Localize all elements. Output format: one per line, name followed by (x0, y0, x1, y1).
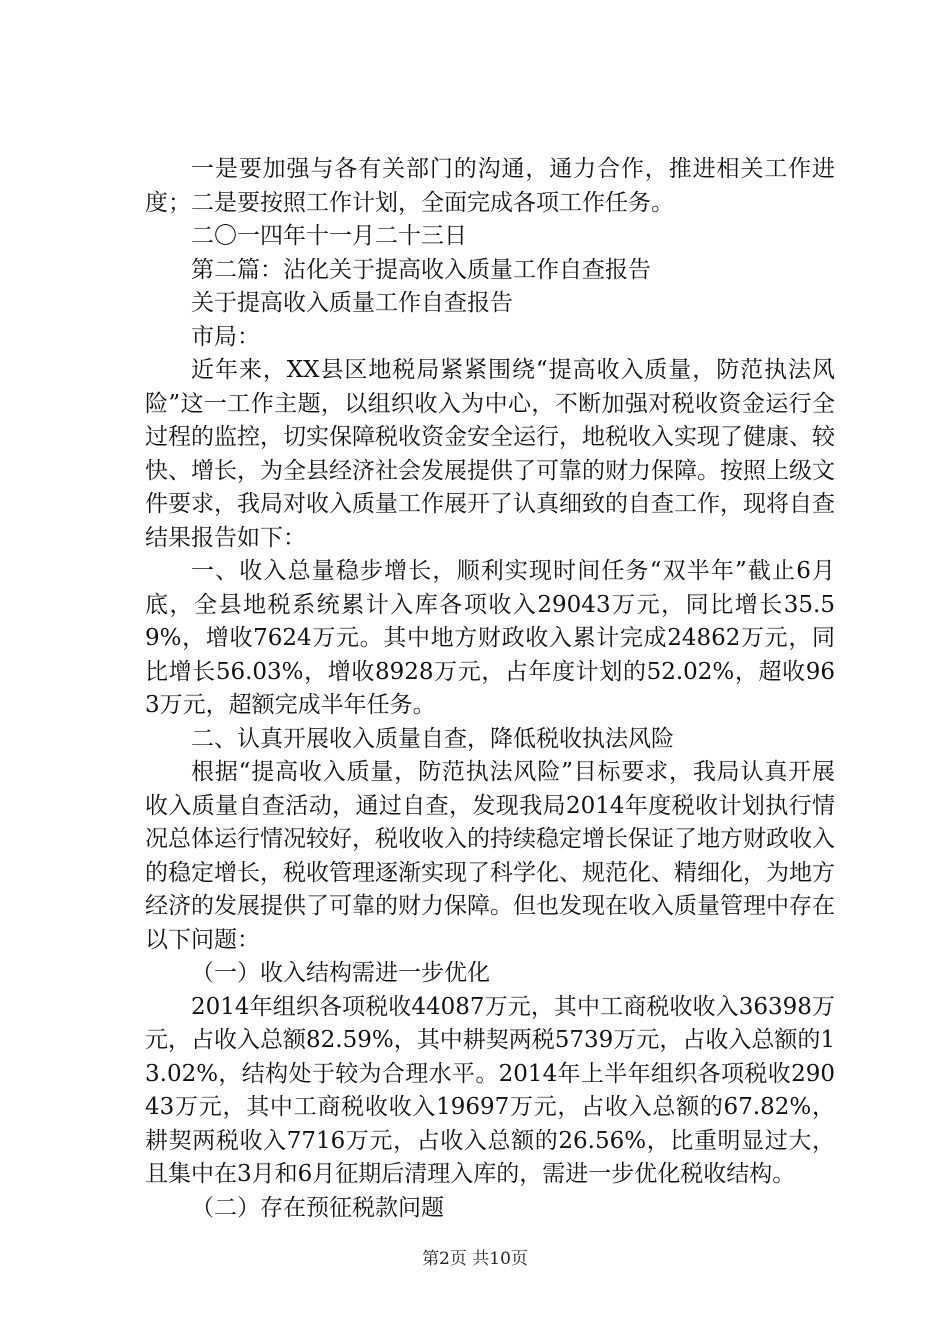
subheading-revenue-structure: （一）收入结构需进一步优化 (191, 960, 490, 986)
page-footer (0, 1244, 950, 1269)
paragraph-revenue-structure: 2014年组织各项税收44087万元，其中工商税收收入36398万元，占收入总额82.59%，其中耕契两税5739万元，占收入总额的13.02%，结构处于较为合理水平。2014年上半年组织各项税收29043万元，其中工商税收收入19697万元，占收入总额的67.82%，耕契两税收入7716万元，占收入总额的26.56%，比重明显过大，且集中在3月和6月征期后清理入库的，需进一步优化税收结构。 (145, 993, 835, 1187)
report-title: 关于提高收入质量工作自查报告 (191, 290, 513, 316)
subheading-pre-levied-tax: （二）存在预征税款问题 (191, 1194, 444, 1221)
heading-self-inspection: 二、认真开展收入质量自查，降低税收执法风险 (191, 725, 674, 752)
salutation: 市局： (191, 323, 260, 350)
page-indicator: 第2页 共10页 (422, 1249, 528, 1269)
paragraph-revenue-growth: 一、收入总量稳步增长，顺利实现时间任务“双半年”截止6月底，全县地税系统累计入库各项收入29043万元，同比增长35.59%，增收7624万元。其中地方财政收入累计完成24862万元，同比增长56.03%，增收8928万元，占年度计划的52.02%，超收963万元，超额完成半年任务。 (145, 558, 835, 718)
date-line: 二〇一四年十一月二十三日 (191, 223, 467, 249)
section-title-second-chapter: 第二篇：沾化关于提高收入质量工作自查报告 (191, 256, 651, 283)
paragraph-self-inspection: 根据“提高收入质量，防范执法风险”目标要求，我局认真开展收入质量自查活动，通过自查，发现我局2014年度税收计划执行情况总体运行情况较好，税收收入的持续稳定增长保证了地方财政收入的稳定增长，税收管理逐渐实现了科学化、规范化、精细化，为地方经济的发展提供了可靠的财力保障。但也发现在收入质量管理中存在以下问题： (145, 759, 835, 953)
paragraph-work-plan: 一是要加强与各有关部门的沟通，通力合作，推进相关工作进度；二是要按照工作计划，全面完成各项工作任务。 (145, 156, 835, 216)
document-body (145, 153, 835, 1225)
paragraph-intro: 近年来，XX县区地税局紧紧围绕“提高收入质量，防范执法风险”这一工作主题，以组织收入为中心，不断加强对税收资金运行全过程的监控，切实保障税收资金安全运行，地税收入实现了健康、较快、增长，为全县经济社会发展提供了可靠的财力保障。按照上级文件要求，我局对收入质量工作展开了认真细致的自查工作，现将自查结果报告如下： (145, 357, 835, 551)
